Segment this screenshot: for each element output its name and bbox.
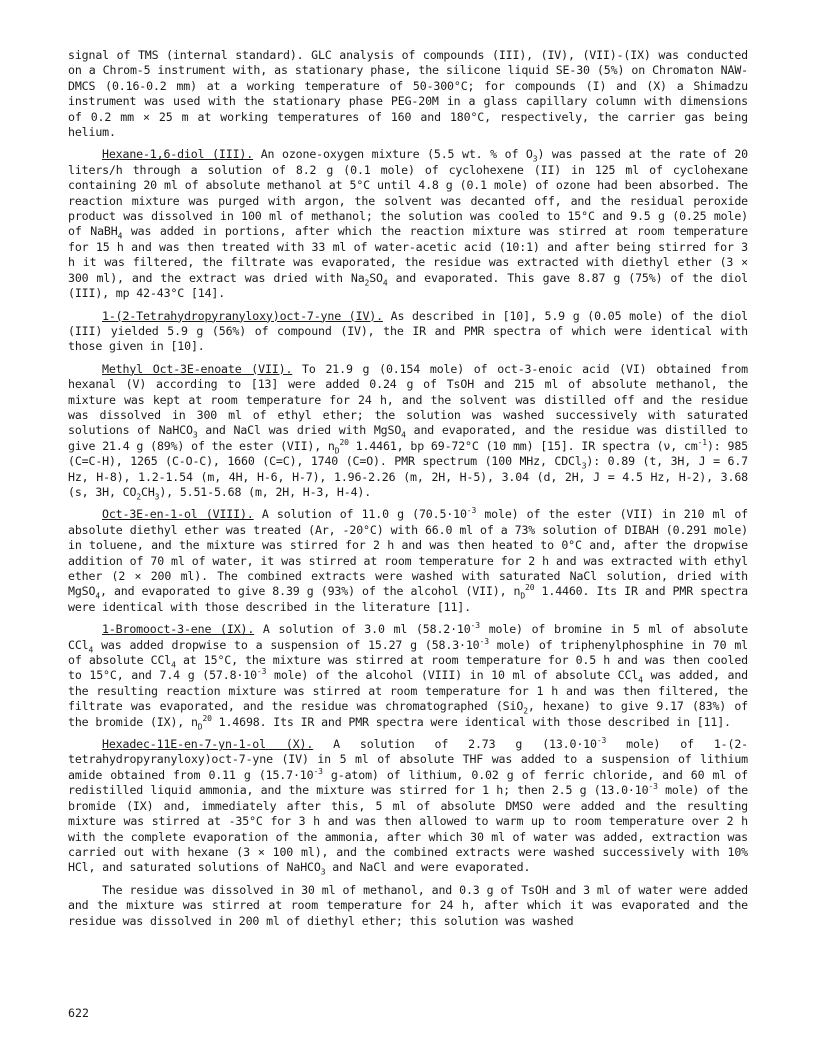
section-hexadecenynol — [68, 737, 748, 876]
body-text: and evaporated. This gave 8.87 g (75%) of the diol (III), mp 42-43°C [14]. — [68, 270, 748, 301]
superscript: -3 — [596, 736, 607, 746]
section-octenol — [68, 507, 748, 615]
subscript: D — [334, 446, 340, 456]
subscript: 4 — [88, 644, 94, 654]
subscript: 3 — [581, 461, 587, 471]
page-number: 622 — [68, 1006, 89, 1020]
subscript: 4 — [95, 591, 100, 601]
body-text: mole) of triphenylphosphine in 70 ml of absolute CCl — [68, 637, 749, 668]
body-text: and evaporated, and the residue was distilled to give 21.4 g (89%) of the ester (VII), n — [68, 423, 748, 453]
section-heading: Methyl Oct-3E-enoate (VII). — [102, 361, 293, 376]
body-text: To 21.9 g (0.154 mole) of oct-3-enoic acid (VI) obtained from hexanal (V) according to [13] were added 0.24 g of TsOH and 215 ml of absolute methanol, the mixture was kept at room temperature for 24 h, and the solvent was distilled off and the residue was dissolved in 300 ml of ethyl ether; the solution was washed successively with saturated solutions of NaHCO — [68, 361, 748, 438]
subscript: 4 — [171, 660, 176, 670]
superscript: -3 — [256, 667, 267, 677]
body-text: ) was passed at the rate of 20 liters/h through a solution of 8.2 g (0.1 mole) of cyclohexene (II) in 125 ml of cyclohexane containing 20 ml of absolute methanol at 5°C until 4.8 g (0.1 mole) of ozone had been absorbed. The reaction mixture was purged with argon, the solvent was decanted off, and the residual peroxide product was dissolved in 100 ml of methanol; the solution was cooled to 15°C and 9.5 g (0.25 mole) of NaBH — [68, 147, 749, 239]
body-text: and NaCl was dried with MgSO — [197, 423, 402, 438]
subscript: 3 — [320, 867, 326, 877]
body-text: at 15°C, the mixture was stirred at room temperature for 0.5 h and was then cooled to 15°C, and 7.4 g (57.8·10 — [68, 653, 748, 683]
superscript: -3 — [470, 621, 480, 631]
section-heading: Hexadec-11E-en-7-yn-1-ol (X). — [102, 737, 314, 752]
section-heading: Hexane-1,6-diol (III). — [102, 147, 254, 162]
subscript: 2 — [364, 278, 370, 287]
subscript: D — [520, 591, 526, 601]
body-text: was added dropwise to a suspension of 15.27 g (58.3·10 — [93, 637, 480, 652]
superscript: 20 — [339, 437, 349, 447]
body-text: mole) of bromine in 5 ml of absolute CCl — [68, 622, 749, 652]
body-text: SO — [369, 270, 383, 285]
article-body — [68, 48, 748, 936]
section-methyl-octenoate — [68, 362, 748, 501]
section-heading: 1-(2-Tetrahydropyranyloxy)oct-7-yne (IV). — [102, 308, 383, 323]
body-text: and NaCl and were evaporated. — [325, 860, 531, 875]
body-text: A solution of 2.73 g (13.0·10 — [313, 737, 597, 752]
subscript: 4 — [117, 231, 123, 241]
superscript: -1 — [697, 437, 707, 447]
subscript: 3 — [154, 492, 160, 502]
subscript: 3 — [192, 430, 198, 440]
body-text: 1.4698. Its IR and PMR spectra were identical with those described in [11]. — [211, 714, 731, 729]
body-text: As described in [10], 5.9 g (0.05 mole) of the diol (III) yielded 5.9 g (56%) of compound (IV), the IR and PMR spectra of which were identical with those given in [10]. — [68, 308, 748, 354]
section-heading: Oct-3E-en-1-ol (VIII). — [102, 507, 254, 522]
body-text: , hexane) to give 9.17 (83%) of the bromide (IX), n — [68, 699, 749, 729]
section-thp-octyne — [68, 309, 748, 355]
body-text: An ozone-oxygen mixture (5.5 wt. % of O — [253, 147, 533, 162]
subscript: 2 — [523, 706, 528, 716]
body-text: was added in portions, after which the reaction mixture was stirred at room temperature for 15 h and was then treated with 33 ml of water-acetic acid (10:1) and after being stirred for 3 h it was filtered, the filtrate was evaporated, the residue was extracted with diethyl ether (3 × 300 ml), and the extract was dried with Na — [68, 224, 748, 285]
body-text: CH — [140, 484, 155, 499]
body-text: mole) of the alcohol (VIII) in 10 ml of absolute CCl — [266, 668, 639, 683]
body-text: mole) of the bromide (IX) and, immediately after this, 5 ml of absolute DMSO were added and the resulting mixture was stirred at -35°C for 3 h and was then allowed to warm up to room temperature over 2 h with the complete evaporation of the ammonia, after which 30 ml of water was added, extraction was carried out with hexane (3 × 100 ml), and the combined extracts were washed successively with 10% HCl, and saturated solutions of NaHCO — [68, 783, 748, 875]
superscript: 20 — [525, 583, 535, 593]
body-text: g-atom) of lithium, 0.02 g of ferric chloride, and 60 ml of redistilled liquid ammonia, and the mixture was stirred for 1 h; then 2.5 g (13.0·10 — [68, 767, 748, 798]
body-text: 1.4461, bp 69-72°C (10 mm) [15]. IR spectra (ν, cm — [348, 438, 698, 453]
superscript: -3 — [313, 767, 323, 777]
body-text: ), 5.51-5.68 (m, 2H, H-3, H-4). — [159, 484, 372, 499]
body-text: , and evaporated to give 8.39 g (93%) of the alcohol (VII), n — [100, 584, 521, 599]
body-text: ): 985 (C=C-H), 1265 (C-O-C), 1660 (C=C), 1740 (C=O). PMR spectrum (100 MHz, CDCl — [68, 438, 748, 469]
superscript: -3 — [466, 506, 477, 516]
body-text: A solution of 3.0 ml (58.2·10 — [254, 622, 471, 637]
section-bromooctene — [68, 622, 748, 730]
superscript: -3 — [648, 782, 658, 792]
body-text: mole) of 1-(2-tetrahydropyranyloxy)oct-7-yne (IV) in 5 ml of absolute THF was added to a suspension of lithium amide obtained from 0.11 g (15.7·10 — [68, 737, 749, 782]
section-hexanediol — [68, 147, 748, 301]
subscript: 4 — [638, 675, 643, 685]
body-text: 1.4460. Its IR and PMR spectra were identical with those described in the literature [11]. — [68, 584, 748, 614]
subscript: 4 — [401, 430, 406, 440]
subscript: 4 — [382, 278, 388, 287]
final-paragraph: The residue was dissolved in 30 ml of methanol, and 0.3 g of TsOH and 3 ml of water were added and the mixture was stirred at room temperature for 24 h, after which it was evaporated and the residue was dissolved in 200 ml of diethyl ether; this solution was washed — [68, 882, 748, 928]
body-text: mole) of the ester (VII) in 210 ml of absolute diethyl ether was treated (Ar, -20°C) with 66.0 ml of a 73% solution of DIBAH (0.291 mole) in toluene, and the mixture was stirred for 2 h and was then heated to 0°C and, after the dropwise addition of 70 ml of water, it was stirred at room temperature for 2 h and was extracted with ethyl ether (2 × 200 ml). The combined extracts were washed with saturated NaCl solution, dried with MgSO — [68, 507, 749, 599]
intro-paragraph: signal of TMS (internal standard). GLC analysis of compounds (III), (IV), (VII)-(IX) was conducted on a Chrom-5 instrument with, as stationary phase, the silicone liquid SE-30 (5%) on Chromaton NAW-DMCS (0.16-0.2 mm) at a working temperature of 50-300°C; for compounds (I) and (X) a Shimadzu instrument was used with the stationary phase PEG-20M in a glass capillary column with dimensions of 0.2 mm × 25 m at working temperatures of 160 and 180°C, respectively, the carrier gas being helium. — [68, 48, 748, 140]
superscript: -3 — [479, 636, 489, 646]
body-text: A solution of 11.0 g (70.5·10 — [253, 507, 467, 522]
subscript: D — [197, 721, 203, 731]
body-text: ): 0.89 (t, 3H, J = 6.7 Hz, H-8), 1.2-1.54 (m, 4H, H-6, H-7), 1.96-2.26 (m, 2H, H-5), 3.04 (d, 2H, J = 4.5 Hz, H-2), 3.68 (s, 3H, CO — [68, 454, 748, 499]
superscript: 20 — [202, 713, 212, 723]
subscript: 3 — [532, 154, 538, 164]
section-heading: 1-Bromooct-3-ene (IX). — [102, 622, 255, 637]
body-text: was added, and the resulting reaction mixture was stirred at room temperature for 1 h and was then filtered, the filtrate was evaporated, and the residue was chromatographed (SiO — [68, 668, 748, 714]
subscript: 2 — [136, 492, 141, 502]
